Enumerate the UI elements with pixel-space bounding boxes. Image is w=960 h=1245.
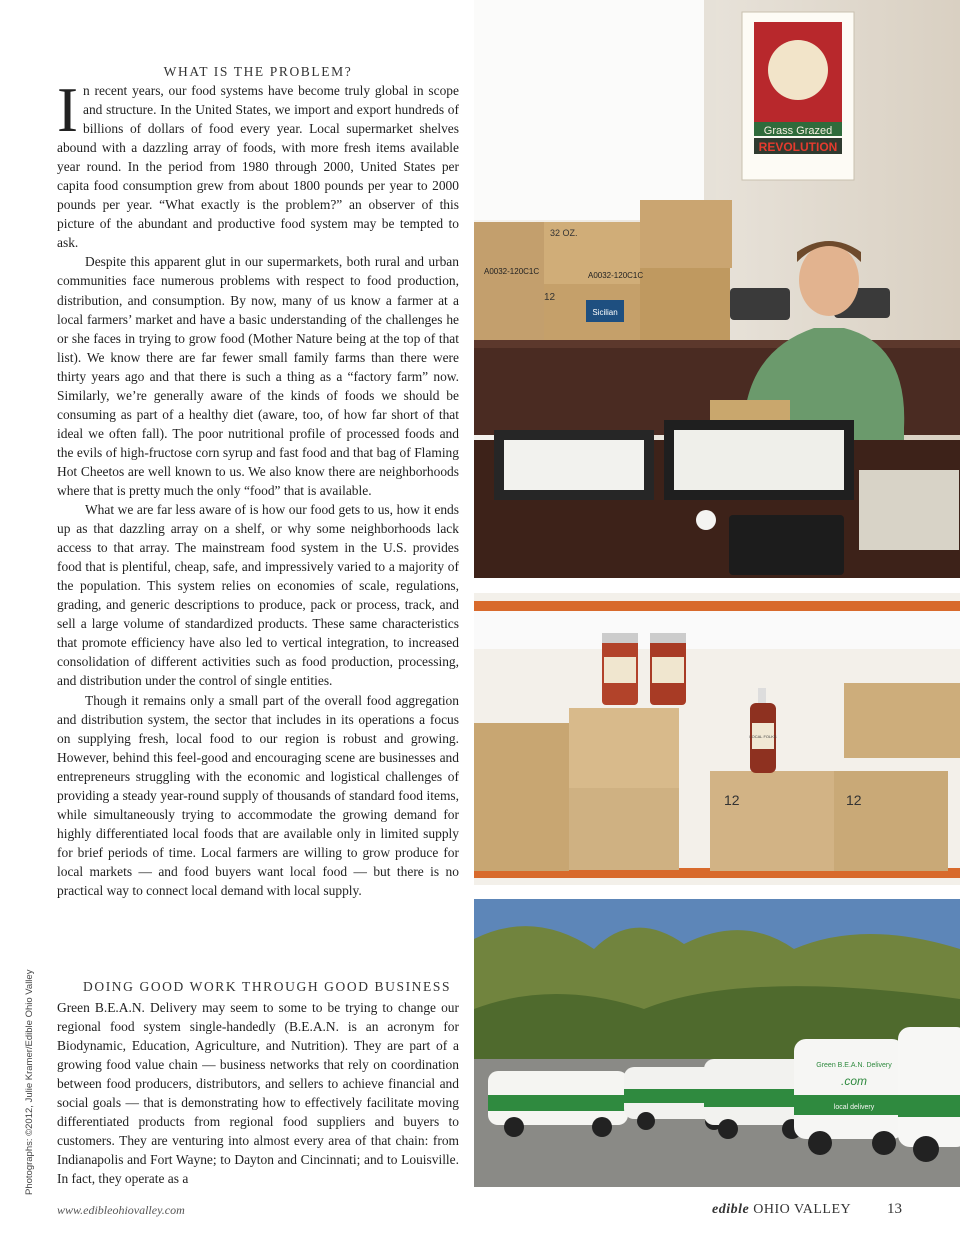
paragraph-2: Despite this apparent glut in our supermarkets, both rural and urban communities face numerous problems with respect to food production, distribution, and consumption. By now, many of us know a farmer at a local farmers’ market and have a basic understanding of the challenges he or she faces in trying to grow food (Mother Nature being at the top of that list). We know there are far fewer small family farms than there were thirty years ago and that there is such a thing as a “factory farm” now. Similarly, we’re generally aware of the kinds of foods we should be consuming as part of a healthy diet (aware, too, of how far short of that ideal we often fall). The poor nutritional profile of processed foods and the evils of high-fructose corn syrup and fast food and that bag of Flaming Hot Cheetos are well known to us. We also know there are neighborhoods where that is pretty much the only “food” that is available. xyxy=(57,254,459,498)
paragraph-1 xyxy=(57,75,459,252)
photo-credit: Photographs: ©2012, Julie Kramer/Edible Ohio Valley xyxy=(24,969,35,1195)
bottle-label: LOCAL FOLKS xyxy=(749,734,777,739)
poster-text-1: Grass Grazed xyxy=(763,125,833,137)
section-heading-good-work: DOING GOOD WORK THROUGH GOOD BUSINESS xyxy=(83,979,452,994)
drop-cap: I xyxy=(57,75,78,145)
footer-magazine-name: OHIO VALLEY xyxy=(749,1202,852,1217)
paragraph-5: Green B.E.A.N. Delivery may seem to some to be trying to change our regional food system single-handedly (B.E.A.N. is an acronym for Biodynamic, Education, Agriculture, and Nutrition). They are part of a growing food value chain — business networks that rely on coordination between food producers, distributors, and sellers to achieve financial and social goals — that is demonstrating how to effectively facilitate moving differentiated products from regional food suppliers and buyers to customers. They are venturing into almost every area of that chain: from Indianapolis and Fort Wayne; to Dayton and Cincinnati; and to Louisville. In fact, they operate as a xyxy=(57,1000,459,1187)
section-heading-problem: WHAT IS THE PROBLEM? xyxy=(163,64,353,79)
photo-office-image xyxy=(474,0,960,578)
footer-url[interactable]: www.edibleohiovalley.com xyxy=(57,1203,185,1217)
box-brand: Sicilian xyxy=(592,308,618,317)
article-column-1 xyxy=(57,75,459,900)
photo-shelves-image xyxy=(474,593,960,885)
photo-shelves xyxy=(474,593,960,885)
poster-text-2: REVOLUTION xyxy=(758,140,838,154)
box-label-count: 12 xyxy=(544,292,556,303)
footer-magazine xyxy=(712,1202,851,1218)
box-label-size: 32 OZ. xyxy=(550,228,578,238)
paragraph-1-text: n recent years, our food systems have become truly global in scope and structure. In the United States, we import and export hundreds of billions of dollars of food every year. Local supermarket shelves abound with a dazzling array of foods, with more fresh items available year round. In the period from 1980 through 2000, United States per capita food consumption grew from about 1800 pounds per year to 2000 pounds per year. “What exactly is the problem?” an observer of this picture of the abundant and productive food system may be tempted to ask. xyxy=(57,83,459,251)
photo-vans-image xyxy=(474,899,960,1187)
box-code-2: A0032-120C1C xyxy=(588,271,644,280)
box-code-1: A0032-120C1C xyxy=(484,267,540,276)
photo-vans xyxy=(474,899,960,1187)
crate-label-1: 12 xyxy=(724,792,740,808)
van-logo-tagline: local delivery xyxy=(833,1104,875,1111)
crate-label-2: 12 xyxy=(846,792,862,808)
page-number: 13 xyxy=(887,1201,902,1217)
photo-office xyxy=(474,0,960,578)
paragraph-4: Though it remains only a small part of the overall food aggregation and distribution system, the sector that includes in its operations a focus on supplying fresh, local food to our region is robust and growing. However, behind this feel-good and encouraging scene are businesses and entrepreneurs struggling with the economic and logistical challenges of providing a steady year-round supply of thousands of standard food items, while simultaneously trying to accommodate the growing demand for highly differentiated local foods that are available only in limited supply for brief periods of time. Local farmers are willing to grow produce for local markets — and food buyers want local food — but there is no practical way to connect local demand with local supply. xyxy=(57,692,459,898)
article-column-2 xyxy=(57,998,459,1188)
van-logo-domain: .com xyxy=(840,1074,868,1088)
footer-magazine-italic: edible xyxy=(712,1202,750,1217)
van-logo-name: Green B.E.A.N. Delivery xyxy=(816,1062,892,1069)
paragraph-3: What we are far less aware of is how our food gets to us, how it ends up as that dazzling array on a shelf, or why some neighborhoods lack access to that array. The mainstream food system in the U.S. provides food that is plentiful, cheap, safe, and impressively varied to a majority of the population. This system relies on economies of scale, regulations, grading, and generic descriptions to produce, pack or process, track, and sell a large volume of standardized products. These same characteristics that promote efficiency have also led to vertical integration, to increased consolidation of different activities such as food production, processing, and distribution under the control of single entities. xyxy=(57,502,459,689)
